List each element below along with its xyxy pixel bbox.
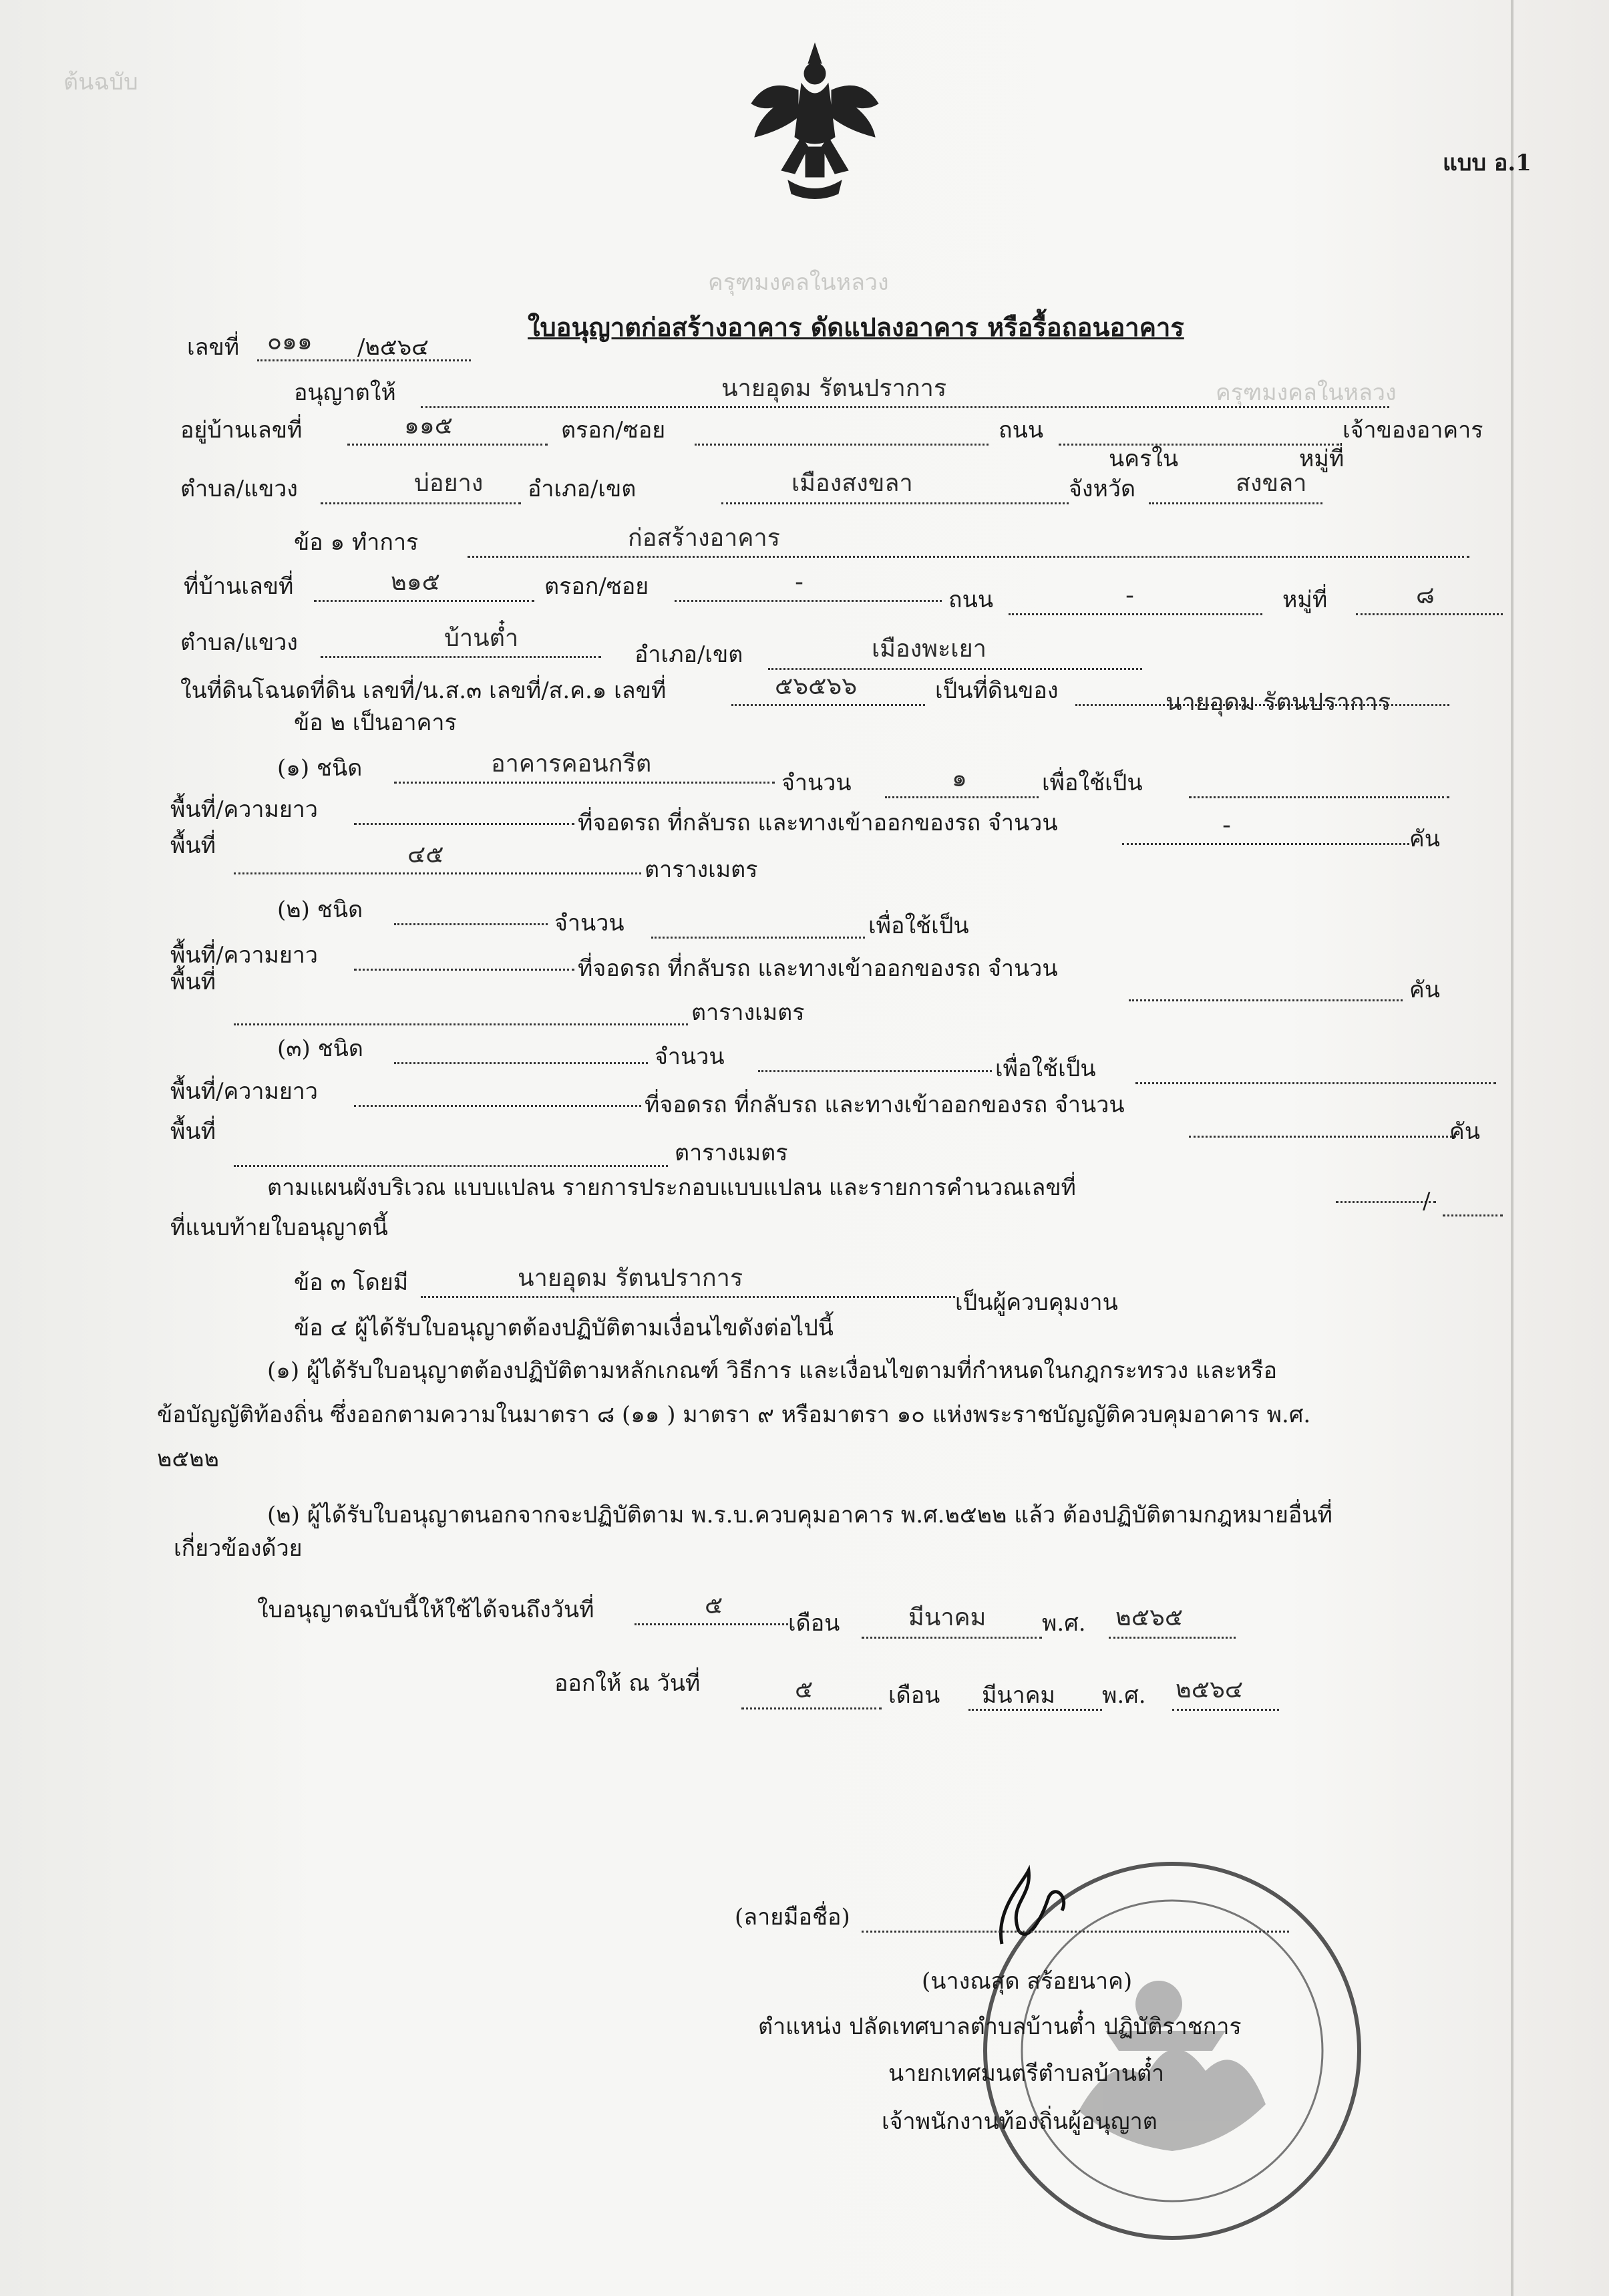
site-soi-value: -	[795, 568, 803, 596]
dotted-line	[234, 1165, 668, 1167]
dotted-line	[731, 704, 925, 706]
dotted-line	[347, 444, 548, 446]
issued-month: มีนาคม	[982, 1682, 1055, 1709]
dotted-line	[651, 937, 865, 939]
dotted-line	[421, 406, 1389, 408]
signer-position2: นายกเทศมนตรีตำบลบ้านต๋ำ	[888, 2060, 1165, 2087]
clause1-label: ข้อ ๑ ทำการ	[294, 529, 419, 556]
bleed-through-text: ต้นฉบับ	[63, 69, 138, 96]
dotted-line	[695, 444, 989, 446]
garuda-emblem	[741, 37, 888, 210]
dotted-line	[394, 923, 548, 925]
site-road-label: ถนน	[948, 587, 994, 613]
site-moo-value: ๘	[1416, 582, 1435, 609]
signer-position: ตำแหน่ง ปลัดเทศบาลตำบลบ้านต๋ำ ปฏิบัติราชการ	[758, 2013, 1242, 2040]
clause4-c2-line1: (๒) ผู้ได้รับใบอนุญาตนอกจากจะปฏิบัติตาม พ.ร.บ.ควบคุมอาคาร พ.ศ.๒๕๒๒ แล้ว ต้องปฏิบัติตามกฎหมายอื่นที่	[267, 1502, 1332, 1528]
clause4-c1-line2: ข้อบัญญัติท้องถิ่น ซึ่งออกตามความในมาตรา ๘ (๑๑ ) มาตรา ๙ หรือมาตรา ๑๐ แห่งพระราชบัญญัติควบคุมอาคาร พ.ศ.	[157, 1402, 1311, 1428]
dotted-line	[768, 668, 1142, 670]
district-label: อำเภอ/เขต	[528, 476, 637, 502]
item3-sqm: ตารางเมตร	[675, 1140, 788, 1166]
issued-label: ออกให้ ณ วันที่	[554, 1670, 701, 1697]
item1-parking-value: -	[1222, 812, 1231, 839]
item1-type: อาคารคอนกรีต	[491, 750, 652, 778]
validity-label: ใบอนุญาตฉบับนี้ให้ใช้ได้จนถึงวันที่	[257, 1597, 594, 1623]
plan-text: ตามแผนผังบริเวณ แบบแปลน รายการประกอบแบบแปลน และรายการคำนวณเลขที่	[267, 1174, 1076, 1201]
site-road-value: -	[1125, 582, 1134, 609]
item1-area: ๔๕	[407, 841, 444, 868]
item2-car: คัน	[1409, 977, 1440, 1003]
plan-text2: ที่แนบท้ายใบอนุญาตนี้	[170, 1214, 388, 1241]
item2-parking: ที่จอดรถ ที่กลับรถ และทางเข้าออกของรถ จำนวน	[578, 955, 1058, 982]
dotted-line	[234, 1023, 688, 1025]
handwritten-signature	[982, 1857, 1082, 1957]
number-year: /๒๕๖๔	[357, 334, 429, 361]
house-no-label: อยู่บ้านเลขที่	[180, 417, 303, 444]
clause1-action: ก่อสร้างอาคาร	[628, 524, 780, 552]
dotted-line	[1059, 444, 1339, 446]
issued-year: ๒๕๖๔	[1176, 1676, 1244, 1703]
clause4-c1-line1: (๑) ผู้ได้รับใบอนุญาตต้องปฏิบัติตามหลักเกณฑ์ วิธีการ และเงื่อนไขตามที่กำหนดในกฎกระทรวง และหรือ	[267, 1357, 1278, 1384]
dotted-line	[885, 796, 1039, 798]
district-value: เมืองสงขลา	[791, 470, 913, 497]
dotted-line	[1189, 1136, 1456, 1138]
item2-len-label: พื้นที่/ความยาว	[170, 942, 318, 969]
site-house-value: ๒๑๕	[391, 568, 440, 596]
signer-position3: เจ้าพนักงานท้องถิ่นผู้อนุญาต	[882, 2108, 1157, 2135]
signature-line	[862, 1931, 1289, 1933]
city-label: นครใน	[1109, 446, 1179, 472]
dotted-line	[354, 969, 574, 971]
item1-parking: ที่จอดรถ ที่กลับรถ และทางเข้าออกของรถ จำนวน	[578, 810, 1058, 836]
validity-month: มีนาคม	[908, 1604, 987, 1631]
dotted-line	[394, 782, 775, 784]
bleed-through-text: ครุฑมงคลในหลวง	[708, 269, 889, 296]
subdistrict-label: ตำบล/แขวง	[180, 476, 298, 502]
item3-qty-label: จำนวน	[655, 1043, 725, 1070]
dotted-line	[1009, 613, 1262, 615]
item2-sqm: ตารางเมตร	[691, 999, 805, 1026]
site-moo-label: หมู่ที่	[1282, 587, 1328, 613]
province-value: สงขลา	[1236, 470, 1307, 497]
dotted-line	[314, 600, 534, 602]
item1-sqm: ตารางเมตร	[645, 856, 758, 883]
dotted-line	[1122, 843, 1409, 845]
item2-use-label: เพื่อใช้เป็น	[868, 913, 969, 939]
permit-to-label: อนุญาตให้	[294, 379, 396, 406]
dotted-line	[758, 1070, 992, 1072]
item3-parking: ที่จอดรถ ที่กลับรถ และทางเข้าออกของรถ จำนวน	[645, 1092, 1125, 1118]
dotted-line	[1129, 999, 1403, 1001]
item1-car: คัน	[1409, 826, 1440, 852]
clause2-label: ข้อ ๒ เป็นอาคาร	[294, 709, 457, 736]
dotted-line	[394, 1062, 648, 1064]
subdistrict-value: บ่อยาง	[414, 470, 484, 497]
deed-label: ในที่ดินโฉนดที่ดิน เลขที่/น.ส.๓ เลขที่/ส.ค.๑ เลขที่	[180, 677, 667, 704]
item1-qty: ๑	[952, 765, 967, 792]
clause4-c2-line2: เกี่ยวข้องด้วย	[174, 1535, 303, 1562]
clause4-label: ข้อ ๔ ผู้ได้รับใบอนุญาตต้องปฏิบัติตามเงื่อนไขดังต่อไปนี้	[294, 1315, 834, 1341]
item1-qty-label: จำนวน	[781, 770, 852, 796]
item1-use-label: เพื่อใช้เป็น	[1042, 770, 1143, 796]
land-owner-label: เป็นที่ดินของ	[935, 677, 1059, 704]
permit-to-value: นายอุดม รัตนปราการ	[721, 375, 947, 402]
plan-slash: /	[1423, 1188, 1431, 1214]
issued-day: ๕	[795, 1676, 814, 1703]
form-code: แบบ อ.1	[1443, 150, 1532, 176]
site-subdistrict-label: ตำบล/แขวง	[180, 629, 298, 656]
item3-area-label: พื้นที่	[170, 1118, 216, 1145]
province-label: จังหวัด	[1069, 476, 1136, 502]
dotted-line	[635, 1623, 788, 1625]
item2-area-label: พื้นที่	[170, 969, 216, 995]
dotted-line	[1109, 1637, 1236, 1639]
item3-car: คัน	[1449, 1118, 1480, 1145]
dotted-line	[468, 556, 1469, 558]
item3-no: (๓) ชนิด	[277, 1035, 363, 1062]
document-title: ใบอนุญาตก่อสร้างอาคาร ดัดแปลงอาคาร หรือรื้อถอนอาคาร	[528, 312, 1184, 342]
land-owner-value: นายอุดม รัตนปราการ	[1166, 689, 1391, 716]
clause3-value: นายอุดม รัตนปราการ	[518, 1265, 743, 1292]
page-edge	[1511, 0, 1513, 2296]
soi-label: ตรอก/ซอย	[561, 417, 666, 444]
item1-len-label: พื้นที่/ความยาว	[170, 796, 318, 823]
item2-no: (๒) ชนิด	[277, 896, 363, 923]
dotted-line	[354, 1105, 641, 1107]
dotted-line	[1443, 1214, 1503, 1216]
dotted-line	[862, 1637, 1042, 1639]
road-label: ถนน	[999, 417, 1044, 444]
dotted-line	[741, 1707, 882, 1709]
number-label: เลขที่	[187, 334, 240, 361]
owner-suffix: เจ้าของอาคาร	[1343, 417, 1483, 444]
dotted-line	[1356, 613, 1503, 615]
number-value: ๐๑๑	[267, 328, 313, 355]
item1-no: (๑) ชนิด	[277, 755, 363, 782]
clause4-c1-line3: ๒๕๒๒	[157, 1446, 219, 1472]
dotted-line	[675, 600, 942, 602]
issued-year-label: พ.ศ.	[1102, 1682, 1146, 1709]
issued-month-label: เดือน	[888, 1682, 940, 1709]
dotted-line	[354, 823, 574, 825]
item3-len-label: พื้นที่/ความยาว	[170, 1078, 318, 1105]
validity-day: ๕	[705, 1592, 723, 1619]
house-no-value: ๑๑๕	[404, 412, 453, 440]
clause3-suffix: เป็นผู้ควบคุมงาน	[955, 1289, 1118, 1316]
site-district-label: อำเภอ/เขต	[635, 641, 743, 668]
validity-month-label: เดือน	[788, 1610, 840, 1637]
site-subdistrict-value: บ้านต๋ำ	[444, 625, 519, 652]
sign-label: (ลายมือชื่อ)	[735, 1904, 850, 1931]
item1-area-label: พื้นที่	[170, 832, 216, 859]
dotted-line	[1149, 502, 1322, 504]
dotted-line	[421, 1296, 955, 1298]
dotted-line	[721, 502, 1069, 504]
moo-label: หมู่ที่	[1299, 446, 1345, 472]
dotted-line	[234, 872, 641, 874]
site-district-value: เมืองพะเยา	[872, 635, 987, 663]
dotted-line	[1135, 1082, 1496, 1084]
dotted-line	[1336, 1201, 1436, 1203]
dotted-line	[321, 656, 601, 658]
clause3-label: ข้อ ๓ โดยมี	[294, 1269, 409, 1296]
bleed-through-text: ครุฑมงคลในหลวง	[1216, 379, 1397, 406]
dotted-line	[1172, 1709, 1279, 1711]
site-soi-label: ตรอก/ซอย	[544, 573, 649, 600]
dotted-line	[1189, 796, 1449, 798]
dotted-line	[321, 502, 521, 504]
signer-name: (นางณสุด สร้อยนาค)	[922, 1968, 1133, 1995]
site-house-label: ที่บ้านเลขที่	[184, 573, 294, 600]
item2-qty-label: จำนวน	[554, 910, 624, 937]
validity-year-label: พ.ศ.	[1042, 1610, 1086, 1637]
validity-year: ๒๕๖๕	[1115, 1604, 1184, 1631]
item3-use-label: เพื่อใช้เป็น	[995, 1055, 1096, 1082]
deed-value: ๕๖๕๖๖	[775, 673, 858, 700]
